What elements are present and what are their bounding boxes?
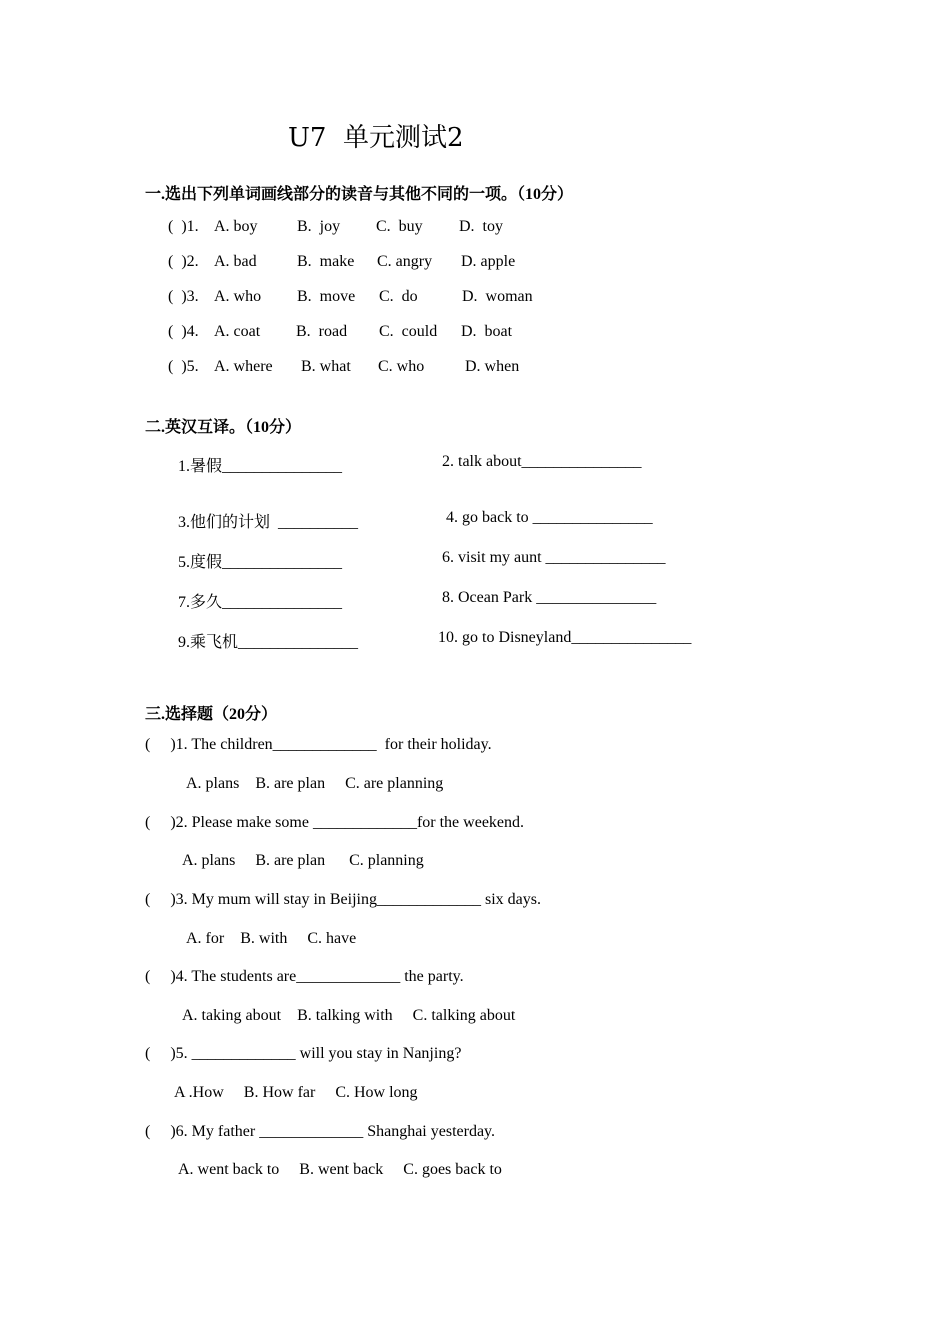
translation-item: 2. talk about_______________ xyxy=(442,453,642,470)
option-a: A. who xyxy=(214,288,262,305)
translation-item: 1.暑假_______________ xyxy=(178,458,343,475)
option-c: C. do xyxy=(379,288,418,305)
translation-item: 3.他们的计划 __________ xyxy=(178,514,359,531)
option-b: B. make xyxy=(297,253,355,270)
section3-heading: 三.选择题（20分） xyxy=(145,706,278,723)
option-a: A. where xyxy=(214,358,273,375)
item-number: ( )2. xyxy=(168,253,199,270)
question-text: ( )3. My mum will stay in Beijing_____________ six days. xyxy=(145,891,541,908)
translation-item: 4. go back to _______________ xyxy=(446,509,653,526)
question-options: A. taking about B. talking with C. talking about xyxy=(182,1007,516,1024)
question-options: A .How B. How far C. How long xyxy=(174,1084,418,1101)
option-d: D. when xyxy=(465,358,520,375)
translation-item: 8. Ocean Park _______________ xyxy=(442,589,657,606)
item-number: ( )3. xyxy=(168,288,199,305)
question-text: ( )1. The children_____________ for their holiday. xyxy=(145,736,492,753)
item-number: ( )5. xyxy=(168,358,199,375)
question-options: A. went back to B. went back C. goes back to xyxy=(178,1161,502,1178)
question-options: A. plans B. are plan C. are planning xyxy=(186,775,444,792)
option-d: D. boat xyxy=(461,323,513,340)
question-options: A. for B. with C. have xyxy=(186,930,357,947)
item-number: ( )4. xyxy=(168,323,199,340)
question-text: ( )4. The students are_____________ the party. xyxy=(145,968,464,985)
translation-item: 10. go to Disneyland_______________ xyxy=(438,629,692,646)
question-options: A. plans B. are plan C. planning xyxy=(182,852,424,869)
translation-item: 7.多久_______________ xyxy=(178,594,343,611)
item-number: ( )1. xyxy=(168,218,199,235)
page-title: U7 单元测试2 xyxy=(288,123,464,153)
option-a: A. boy xyxy=(214,218,258,235)
option-c: C. buy xyxy=(376,218,423,235)
option-a: A. bad xyxy=(214,253,257,270)
option-d: D. apple xyxy=(461,253,516,270)
option-c: C. could xyxy=(379,323,438,340)
option-c: C. who xyxy=(378,358,425,375)
option-d: D. woman xyxy=(462,288,533,305)
option-b: B. what xyxy=(301,358,351,375)
option-a: A. coat xyxy=(214,323,261,340)
option-b: B. road xyxy=(296,323,348,340)
option-d: D. toy xyxy=(459,218,503,235)
question-text: ( )5. _____________ will you stay in Nanjing? xyxy=(145,1045,462,1062)
option-c: C. angry xyxy=(377,253,433,270)
translation-item: 9.乘飞机_______________ xyxy=(178,634,359,651)
question-text: ( )6. My father _____________ Shanghai yesterday. xyxy=(145,1123,495,1140)
translation-item: 6. visit my aunt _______________ xyxy=(442,549,666,566)
option-b: B. move xyxy=(297,288,356,305)
section2-heading: 二.英汉互译。（10分） xyxy=(145,419,302,436)
option-b: B. joy xyxy=(297,218,341,235)
section1-heading: 一.选出下列单词画线部分的读音与其他不同的一项。（10分） xyxy=(145,186,574,203)
question-text: ( )2. Please make some _____________for the weekend. xyxy=(145,814,525,831)
translation-item: 5.度假_______________ xyxy=(178,554,343,571)
